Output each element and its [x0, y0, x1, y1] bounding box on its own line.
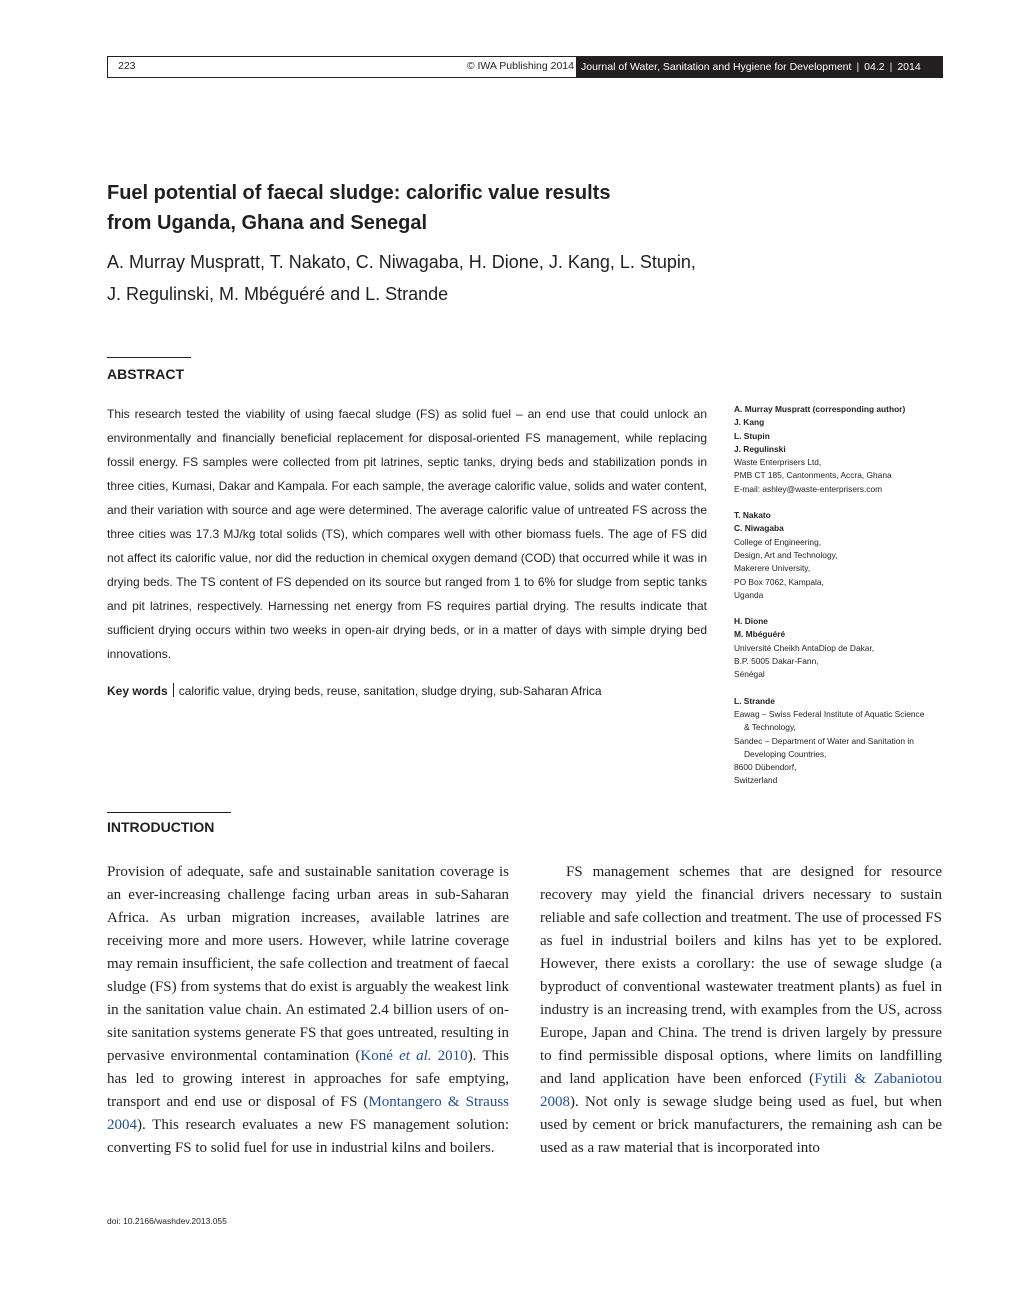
separator: | — [856, 61, 860, 73]
title-line-1: Fuel potential of faecal sludge: calorific value results — [107, 182, 611, 204]
affiliation-address-line: Uganda — [734, 589, 764, 600]
affiliation-group — [734, 509, 964, 602]
intro-text: FS management schemes that are designed for resource recovery may yield the financial drivers necessary to sustain reliable and safe collection and treatment. The use of processed FS as fuel in industrial boilers and kilns has yet to be explored. However, there exists a corollary: the use of sewage sludge (a byproduct of conventional wastewater treatment plants) as fuel in industry is an increasing trend, with examples from the US, across Europe, Japan and China. The trend is driven largely by pressure to find permissible disposal options, where limits on landfilling and land application have been enforced ( — [540, 864, 942, 1087]
journal-issue: 04.2 — [864, 61, 885, 73]
intro-text: ). This has led to growing interest in approaches for safe emptying, transport and end use or disposal of FS ( — [107, 1048, 509, 1110]
citation-link[interactable]: Montangero & Strauss 2004 — [107, 1094, 509, 1133]
affiliation-address-line: Sénégal — [734, 669, 765, 680]
keywords-list: calorific value, drying beds, reuse, sanitation, sludge drying, sub-Saharan Africa — [178, 684, 602, 698]
affiliation-address-line: 8600 Dübendorf, — [734, 762, 797, 773]
intro-column-left — [107, 861, 509, 1160]
section-rule — [107, 812, 231, 813]
affiliation-group — [734, 403, 964, 496]
affiliation-address-line: Switzerland — [734, 775, 778, 786]
affiliation-author: T. Nakato — [734, 510, 771, 521]
affiliation-address-line: Université Cheikh AntaDiop de Dakar, — [734, 642, 875, 653]
affiliation-address-line: Sandec – Department of Water and Sanitation in — [734, 735, 914, 746]
keywords-label: Key words — [107, 684, 168, 698]
affiliation-address-line: Developing Countries, — [744, 748, 827, 759]
intro-column-right — [540, 861, 942, 1160]
abstract-body: This research tested the viability of using faecal sludge (FS) as solid fuel – an end use that could unlock an environmentally and financially beneficial replacement for disposal-oriented FS management, while replacing fossil energy. FS samples were collected from pit latrines, septic tanks, drying beds and stabilization ponds in three cities, Kumasi, Dakar and Kampala. For each sample, the average calorific value, solids and water content, and their variation with source and age were determined. The average calorific value of untreated FS across the three cities was 17.3 MJ/kg total solids (TS), which compares well with other biomass fuels. The age of FS did not affect its calorific value, nor did the reduction in chemical oxygen demand (COD) that occurred while it was in drying beds. The TS content of FS depended on its source but ranged from 1 to 6% for sludge from septic tanks and pit latrines, respectively. Harnessing net energy from FS requires partial drying. The results indicate that sufficient drying occurs within two weeks in open-air drying beds, or in a matter of days with simple drying bed innovations. — [107, 407, 707, 661]
affiliation-author: J. Regulinski — [734, 443, 786, 454]
affiliation-author: L. Stupin — [734, 430, 770, 441]
author-list — [107, 246, 807, 310]
affiliation-address-line: Eawag – Swiss Federal Institute of Aquatic Science — [734, 708, 925, 719]
authors-line-2: J. Regulinski, M. Mbéguéré and L. Strande — [107, 284, 449, 304]
author-affiliations — [734, 403, 964, 801]
journal-banner — [576, 57, 942, 77]
affiliation-group — [734, 695, 964, 788]
doi-footer: doi: 10.2166/washdev.2013.055 — [107, 1216, 227, 1226]
affiliation-author: C. Niwagaba — [734, 523, 784, 534]
keywords — [107, 683, 727, 698]
abstract-heading: ABSTRACT — [107, 366, 184, 382]
introduction-heading: INTRODUCTION — [107, 819, 215, 835]
affiliation-author: H. Dione — [734, 616, 768, 627]
affiliation-author: J. Kang — [734, 417, 765, 428]
citation-link[interactable]: Fytili & Zabaniotou 2008 — [540, 1071, 943, 1110]
affiliation-address-line: E-mail: ashley@waste-enterprisers.com — [734, 483, 883, 494]
affiliation-address-line: College of Engineering, — [734, 536, 822, 547]
running-header — [107, 56, 943, 78]
title-line-2: from Uganda, Ghana and Senegal — [107, 212, 428, 234]
journal-year: 2014 — [897, 61, 921, 73]
affiliation-address-line: PMB CT 185, Cantonments, Accra, Ghana — [734, 470, 892, 481]
section-rule — [107, 357, 191, 358]
journal-name: Journal of Water, Sanitation and Hygiene for Development — [581, 61, 852, 73]
affiliation-address-line: Makerere University, — [734, 563, 811, 574]
affiliation-address-line: B.P. 5005 Dakar-Fann, — [734, 656, 819, 667]
authors-line-1: A. Murray Muspratt, T. Nakato, C. Niwagaba, H. Dione, J. Kang, L. Stupin, — [107, 252, 696, 272]
affiliation-address-line: & Technology, — [744, 722, 796, 733]
keywords-divider — [173, 683, 174, 697]
intro-text: Provision of adequate, safe and sustainable sanitation coverage is an ever-increasing challenge facing urban areas in sub-Saharan Africa. As urban migration increases, available latrines are receiving more and more users. However, while latrine coverage may remain insufficient, the safe collection and treatment of faecal sludge (FS) from systems that do exist is arguably the weakest link in the sanitation value chain. An estimated 2.4 billion users of on-site sanitation systems generate FS that goes untreated, resulting in pervasive environmental contamination ( — [107, 864, 509, 1064]
article-title — [107, 178, 807, 238]
affiliation-group — [734, 615, 964, 681]
intro-text: ). Not only is sewage sludge being used as fuel, but when used by cement or brick manufacturers, the remaining ash can be used as a raw material that is incorporated into — [540, 1094, 942, 1156]
affiliation-author: L. Strande — [734, 695, 775, 706]
affiliation-author: A. Murray Muspratt (corresponding author) — [734, 404, 906, 414]
copyright-notice: © IWA Publishing 2014 — [466, 60, 574, 72]
citation-link[interactable]: Koné et al. 2010 — [360, 1048, 468, 1064]
separator: | — [889, 61, 893, 73]
affiliation-address-line: Design, Art and Technology, — [734, 549, 838, 560]
affiliation-address-line: Waste Enterprisers Ltd, — [734, 457, 822, 468]
intro-text: ). This research evaluates a new FS management solution: converting FS to solid fuel for use in industrial kilns and boilers. — [107, 1117, 509, 1156]
page-number: 223 — [118, 60, 136, 72]
affiliation-address-line: PO Box 7062, Kampala, — [734, 576, 824, 587]
affiliation-author: M. Mbéguéré — [734, 629, 786, 640]
